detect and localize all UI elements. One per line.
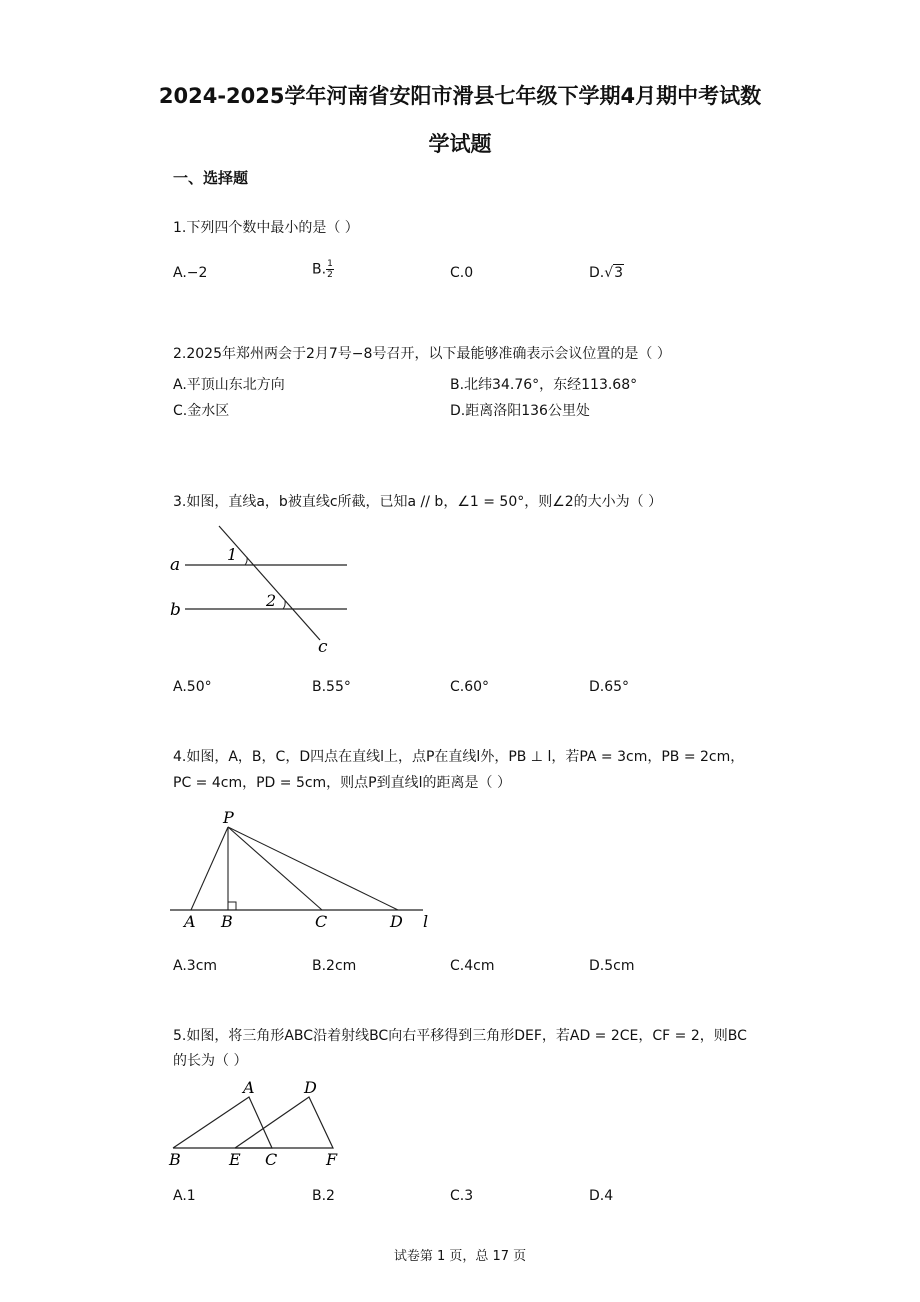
label-c: C <box>265 1150 278 1169</box>
q1-option-c: C.0 <box>450 265 474 281</box>
q2-option-a: A.平顶山东北方向 <box>173 377 285 393</box>
label-l: l <box>423 912 429 931</box>
triangle-def <box>235 1097 333 1148</box>
angle2-arc <box>283 601 285 609</box>
q4-figure <box>165 805 440 935</box>
q1-fraction <box>326 259 334 280</box>
q5-option-a: A.1 <box>173 1188 196 1204</box>
label-f: F <box>326 1150 338 1169</box>
label-e: E <box>229 1150 241 1169</box>
q2-option-b: B.北纬34.76°，东经113.68° <box>450 377 638 393</box>
q5-option-c: C.3 <box>450 1188 474 1204</box>
segment-pd <box>228 827 398 910</box>
q1-stem: 1.下列四个数中最小的是（ ） <box>173 220 359 236</box>
label-c: c <box>318 637 328 657</box>
label-a: A <box>243 1078 255 1097</box>
label-b: B <box>169 1150 181 1169</box>
q4-option-a: A.3cm <box>173 958 218 974</box>
q3-figure <box>165 520 365 660</box>
q4-option-b: B.2cm <box>312 958 357 974</box>
q2-option-d: D.距离洛阳136公里处 <box>450 403 590 419</box>
q4-stem-line1: 4.如图，A，B，C，D四点在直线l上，点P在直线l外，PB ⊥ l，若PA = 3cm，PB = 2cm， <box>173 749 745 765</box>
q5-stem-line1: 5.如图，将三角形ABC沿着射线BC向右平移得到三角形DEF，若AD = 2CE，CF = 2，则BC <box>173 1028 747 1044</box>
section-heading: 一、选择题 <box>173 169 249 187</box>
label-b: B <box>221 912 233 931</box>
q1-option-a: A.−2 <box>173 265 208 281</box>
q4-option-c: C.4cm <box>450 958 495 974</box>
page-title-line1: 2024-2025学年河南省安阳市滑县七年级下学期4月期中考试数 <box>158 84 762 108</box>
q1-option-b-prefix: B. <box>312 261 327 278</box>
q4-option-d: D.5cm <box>589 958 635 974</box>
q3-option-b: B.55° <box>312 679 351 695</box>
q1-fraction-num: 1 <box>327 259 333 269</box>
label-d: D <box>304 1078 317 1097</box>
angle1-arc <box>245 557 247 565</box>
q2-option-c: C.金水区 <box>173 403 230 419</box>
q1-fraction-den: 2 <box>327 270 333 280</box>
q1-option-b <box>312 259 334 280</box>
q3-option-d: D.65° <box>589 679 630 695</box>
segment-pa <box>191 827 228 910</box>
label-a: a <box>170 555 181 575</box>
page-title-line2: 学试题 <box>428 132 492 156</box>
q1-sqrt-radicand: 3 <box>614 265 624 281</box>
page-footer: 试卷第 1 页，总 17 页 <box>393 1249 527 1264</box>
q5-figure <box>165 1077 355 1172</box>
q1-option-d <box>589 265 624 281</box>
segment-pc <box>228 827 322 910</box>
q3-stem: 3.如图，直线a，b被直线c所截，已知a // b，∠1 = 50°，则∠2的大小为（ ） <box>173 494 663 510</box>
label-a: A <box>184 912 196 931</box>
q4-stem-line2: PC = 4cm，PD = 5cm，则点P到直线l的距离是（ ） <box>173 775 511 791</box>
label-c: C <box>315 912 328 931</box>
q5-stem-line2: 的长为（ ） <box>173 1053 248 1069</box>
q3-option-c: C.60° <box>450 679 490 695</box>
q5-option-b: B.2 <box>312 1188 335 1204</box>
q5-option-d: D.4 <box>589 1188 614 1204</box>
line-c <box>219 526 320 640</box>
label-b: b <box>170 600 181 620</box>
label-d: D <box>390 912 403 931</box>
label-p: P <box>223 808 234 827</box>
q3-option-a: A.50° <box>173 679 212 695</box>
label-angle1: 1 <box>227 545 238 564</box>
q1-option-d-prefix: D.√ <box>589 265 614 281</box>
triangle-abc <box>173 1097 272 1148</box>
q2-stem: 2.2025年郑州两会于2月7号−8号召开，以下最能够准确表示会议位置的是（ ） <box>173 346 671 362</box>
right-angle-mark <box>228 902 236 910</box>
label-angle2: 2 <box>266 591 277 610</box>
